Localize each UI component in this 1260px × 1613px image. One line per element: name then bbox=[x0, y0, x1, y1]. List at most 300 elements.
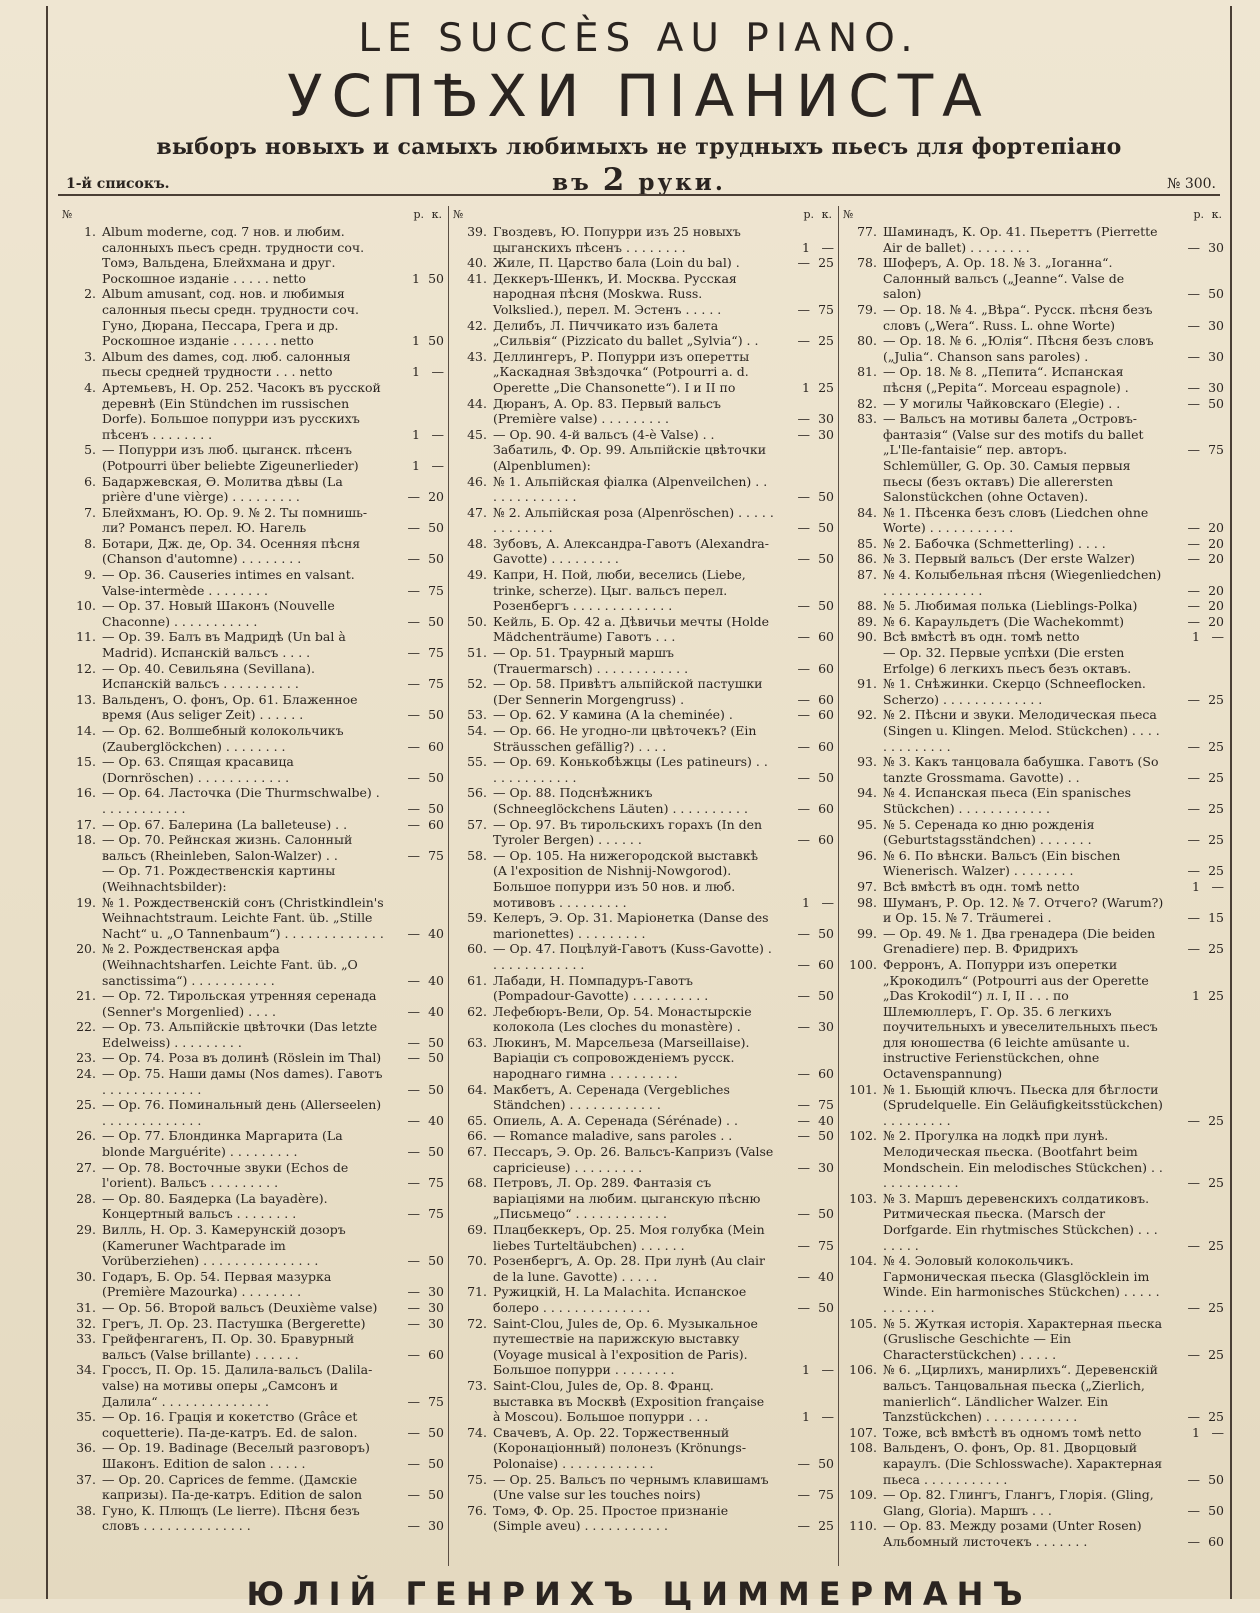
entry-title: — Ор. 69. Конькобѣжцы (Les patineurs) . . . . . . . . . . . . . bbox=[493, 754, 768, 785]
entry-title: — Ор. 80. Баядерка (La bayadère). Концертный вальсъ . . . . . . . . bbox=[102, 1190, 328, 1222]
entry-title: Saint-Clou, Jules de, Ор. 6. Музыкальное путешествіе на парижскую выставку (Voyage musical à l'exposition de Paris). Большое попурри . . . . . . . . bbox=[493, 1315, 758, 1378]
entry-title: — Ор. 74. Роза въ долинѣ (Röslein im Thal) bbox=[102, 1050, 382, 1066]
price-kopecks: 25 bbox=[1208, 1175, 1224, 1191]
price-rubles: — bbox=[797, 411, 810, 427]
entry-title: — Вальсъ на мотивы балета „Островъ-фантазія“ (Valse sur des motifs du ballet „L'Ile-fantaisie“ пер. авторъ. bbox=[883, 411, 1144, 458]
price-kopecks: 50 bbox=[428, 1081, 444, 1097]
price-kopecks: 50 bbox=[1208, 286, 1224, 302]
price-kopecks: 50 bbox=[1208, 395, 1224, 411]
entry-number: 52. bbox=[467, 676, 487, 692]
price-rubles: 1 bbox=[1192, 878, 1200, 894]
catalog-entry bbox=[58, 629, 446, 660]
price-kopecks: 30 bbox=[428, 1284, 444, 1300]
price-rubles: — bbox=[407, 1112, 420, 1128]
entry-title: Album amusant, сод. нов. и любимыя салонныя пьесы средн. трудности соч. Гуно, Дюрана, Пессара, Грега и др. Роскошное изданіе . . . . . . netto bbox=[102, 286, 360, 349]
catalog-entry bbox=[839, 926, 1226, 957]
catalog-entry bbox=[58, 1097, 446, 1128]
price-rubles: — bbox=[1187, 1471, 1200, 1487]
price-rubles: 1 bbox=[1192, 629, 1200, 645]
entry-title: Грейфенгагенъ, П. Ор. 30. Бравурный вальсъ (Valse brillante) . . . . . . bbox=[102, 1331, 355, 1362]
price-kopecks: 50 bbox=[428, 270, 444, 286]
price-kopecks: 50 bbox=[428, 1144, 444, 1160]
entry-number: 54. bbox=[467, 723, 487, 738]
price-kopecks: 50 bbox=[818, 598, 834, 614]
price-kopecks: 50 bbox=[818, 988, 834, 1004]
entry-title: Гуно, К. Плющъ (Le lierre). Пѣсня безъ словъ . . . . . . . . . . . . . . bbox=[102, 1502, 360, 1534]
catalog-entry bbox=[839, 396, 1226, 412]
price-kopecks: 25 bbox=[1208, 769, 1224, 785]
entry-title: № 3. Какъ танцовала бабушка. Гавотъ (So tanzte Grossmama. Gavotte) . . bbox=[883, 754, 1159, 785]
price-kopecks: 60 bbox=[428, 738, 444, 754]
catalog-entry bbox=[449, 676, 836, 707]
entry-title: Лефебюръ-Вели, Ор. 54. Монастырскіе колокола (Les cloches du monastère) . bbox=[493, 1003, 752, 1035]
entry-number: 98. bbox=[857, 894, 877, 910]
entry-title: Деккеръ-Шенкъ, И. Москва. Русская народная пѣсня (Moskwa. Russ. Volkslied.), перел. М. Эстенъ . . . . . bbox=[493, 270, 737, 317]
price-kopecks: 30 bbox=[1208, 239, 1224, 255]
price-rubles: — bbox=[1187, 598, 1200, 614]
entry-title: № 4. Испанская пьеса (Ein spanisches Stückchen) . . . . . . . . . . . . bbox=[883, 785, 1132, 816]
catalog-entry bbox=[449, 1128, 836, 1144]
price-kopecks: — bbox=[821, 894, 834, 910]
price-kopecks: 60 bbox=[818, 691, 834, 707]
price-rubles: — bbox=[407, 645, 420, 661]
entry-number: 29. bbox=[76, 1222, 96, 1237]
entry-title: — Ор. 49. № 1. Два гренадера (Die beiden Grenadiere) пер. В. Фридрихъ bbox=[883, 925, 1156, 957]
catalog-entry bbox=[839, 255, 1226, 302]
price-kopecks: 75 bbox=[428, 1175, 444, 1191]
price-kopecks: 25 bbox=[1208, 1409, 1224, 1425]
entry-number: 77. bbox=[857, 224, 877, 239]
catalog-entry bbox=[58, 1050, 446, 1066]
price-rubles: — bbox=[797, 1112, 810, 1128]
catalog-entry bbox=[839, 817, 1226, 848]
catalog-entry bbox=[839, 614, 1226, 630]
catalog-entry bbox=[839, 785, 1226, 816]
entry-number: 108. bbox=[849, 1440, 877, 1456]
price-kopecks: — bbox=[431, 364, 444, 380]
price-rubles: — bbox=[797, 598, 810, 614]
catalog-entry bbox=[449, 271, 836, 318]
entry-number: 106. bbox=[849, 1362, 877, 1378]
price-rubles: — bbox=[1187, 348, 1200, 364]
price-kopecks: 75 bbox=[818, 1097, 834, 1113]
catalog-entry bbox=[449, 474, 836, 505]
entry-title: № 2. Альпійская роза (Alpenröschen) . . . . . . . . . . . . . bbox=[493, 504, 774, 536]
price-kopecks: 50 bbox=[818, 520, 834, 536]
entry-number: 76. bbox=[467, 1502, 487, 1518]
entry-number: 43. bbox=[467, 348, 487, 364]
price-kopecks: 25 bbox=[1208, 1299, 1224, 1315]
entry-title: Бадаржевская, Ѳ. Молитва дѣвы (La prière d'une vièrge) . . . . . . . . . bbox=[102, 473, 343, 505]
entry-title: № 1. Пѣсенка безъ словъ (Liedchen ohne Worte) . . . . . . . . . . . bbox=[883, 504, 1149, 536]
entry-number: 69. bbox=[467, 1222, 487, 1237]
price-kopecks: 50 bbox=[428, 800, 444, 816]
price-kopecks: 50 bbox=[428, 613, 444, 629]
entry-number: 67. bbox=[467, 1144, 487, 1160]
entry-number: 104. bbox=[849, 1253, 877, 1269]
price-rubles: — bbox=[797, 1518, 810, 1534]
catalog-entry bbox=[58, 1316, 446, 1332]
column-1 bbox=[58, 206, 446, 1566]
col-no-label: № bbox=[843, 208, 854, 221]
entry-number: 83. bbox=[857, 411, 877, 427]
catalog-entry bbox=[449, 1503, 836, 1534]
catalog-entry bbox=[839, 629, 1226, 645]
entry-number: 27. bbox=[76, 1159, 96, 1175]
price-kopecks: 50 bbox=[428, 333, 444, 349]
entry-title: № 2. Прогулка на лодкѣ при лунѣ. Мелодическая пьеска. (Bootfahrt beim Mondschein. Ein melodisches Stückchen) . . . . . . . . . . . . bbox=[883, 1128, 1163, 1191]
price-rubles: — bbox=[1187, 691, 1200, 707]
entry-number: 28. bbox=[76, 1190, 96, 1206]
entry-title: Album moderne, сод. 7 нов. и любим. салонныхъ пьесъ средн. трудности соч. Томэ, Вальдена, Блейхмана и друг. Роскошное изданіе . . . . . netto bbox=[102, 224, 365, 286]
catalog-entry bbox=[449, 567, 836, 614]
price-kopecks: 75 bbox=[428, 582, 444, 598]
price-rubles: — bbox=[797, 1097, 810, 1113]
hands-pre: въ bbox=[552, 169, 603, 196]
entry-number: 63. bbox=[467, 1034, 487, 1050]
catalog-entry bbox=[449, 941, 836, 972]
price-kopecks: 30 bbox=[428, 1299, 444, 1315]
entry-number: 2. bbox=[84, 286, 96, 302]
entry-title: — Ор. 66. Не угодно-ли цвѣточекъ? (Ein Sträusschen gefällig?) . . . . bbox=[493, 723, 757, 754]
entry-title: № 1. Снѣжинки. Скерцо (Schneeflocken. Scherzo) . . . . . . . . . . . . . bbox=[883, 676, 1146, 707]
price-rubles: — bbox=[407, 1144, 420, 1160]
entry-number: 6. bbox=[84, 473, 96, 489]
price-kopecks: 20 bbox=[1208, 582, 1224, 598]
catalog-entry bbox=[449, 848, 836, 910]
column-2 bbox=[448, 206, 836, 1566]
entry-title: Деллингеръ, Р. Попурри изъ оперетты „Каскадная Звѣздочка“ (Potpourri a. d. Operette „Die Chansonette“). I и II по bbox=[493, 348, 750, 395]
entry-title: — Ор. 56. Второй вальсъ (Deuxième valse) bbox=[102, 1299, 378, 1315]
catalog-entry bbox=[839, 1487, 1226, 1518]
catalog-entry bbox=[449, 707, 836, 723]
price-kopecks: 50 bbox=[818, 1206, 834, 1222]
price-rubles: — bbox=[1187, 1237, 1200, 1253]
price-rubles: 1 bbox=[1192, 988, 1200, 1004]
entry-number: 72. bbox=[467, 1315, 487, 1331]
price-rubles: — bbox=[407, 972, 420, 988]
price-rubles: — bbox=[797, 520, 810, 536]
price-kopecks: 50 bbox=[818, 489, 834, 505]
entry-number: 17. bbox=[76, 816, 96, 832]
entry-title: — Ор. 18. № 6. „Юлія“. Пѣсня безъ словъ („Julia“. Chanson sans paroles) . bbox=[883, 333, 1154, 364]
entry-title: — Ор. 82. Глингъ, Глангъ, Глорія. (Gling, Glang, Gloria). Маршъ . . . bbox=[883, 1487, 1154, 1518]
price-rubles: 1 bbox=[412, 426, 420, 442]
catalog-entry bbox=[58, 1472, 446, 1503]
entry-number: 101. bbox=[849, 1081, 877, 1097]
catalog-entry bbox=[839, 1316, 1226, 1363]
entry-number: 88. bbox=[857, 598, 877, 614]
catalog-entry bbox=[449, 1004, 836, 1035]
price-rubles: — bbox=[1187, 1502, 1200, 1518]
price-rubles: — bbox=[797, 769, 810, 785]
entry-title: № 5. Любимая полька (Lieblings-Polka) bbox=[883, 598, 1138, 614]
price-kopecks: 50 bbox=[428, 769, 444, 785]
price-rubles: — bbox=[407, 676, 420, 692]
catalog-entry bbox=[58, 536, 446, 567]
price-rubles: — bbox=[797, 707, 810, 723]
catalog-entry bbox=[58, 474, 446, 505]
entry-number: 26. bbox=[76, 1128, 96, 1144]
entry-number: 48. bbox=[467, 535, 487, 551]
price-rubles: — bbox=[797, 1128, 810, 1144]
entry-number: 53. bbox=[467, 707, 487, 723]
catalog-entry bbox=[449, 1425, 836, 1472]
price-kopecks: — bbox=[431, 426, 444, 442]
price-rubles: 1 bbox=[412, 364, 420, 380]
price-rubles: — bbox=[1187, 286, 1200, 302]
price-kopecks: 60 bbox=[818, 800, 834, 816]
entry-number: 66. bbox=[467, 1128, 487, 1144]
price-kopecks: 30 bbox=[818, 1159, 834, 1175]
entry-title: — Ор. 62. Волшебный колокольчикъ (Zauberglöckchen) . . . . . . . . bbox=[102, 723, 344, 754]
catalog-entry bbox=[58, 1222, 446, 1269]
entry-title: — Romance maladive, sans paroles . . bbox=[493, 1128, 733, 1144]
entry-number: 89. bbox=[857, 613, 877, 629]
price-rubles: — bbox=[1187, 738, 1200, 754]
catalog-entry bbox=[449, 1378, 836, 1425]
catalog-entry bbox=[58, 286, 446, 348]
entry-number: 34. bbox=[76, 1362, 96, 1378]
catalog-entry bbox=[58, 988, 446, 1019]
price-rubles: 1 bbox=[412, 333, 420, 349]
publisher-footer: ЮЛІЙ ГЕНРИХЪ ЦИММЕРМАНЪ bbox=[246, 1575, 1032, 1613]
price-rubles: — bbox=[407, 1081, 420, 1097]
header bbox=[48, 16, 1230, 196]
entry-number: 50. bbox=[467, 613, 487, 629]
catalog-entry bbox=[58, 567, 446, 598]
entry-number: 20. bbox=[76, 941, 96, 957]
catalog-entry bbox=[449, 396, 836, 427]
entry-number: 65. bbox=[467, 1112, 487, 1128]
price-rubles: — bbox=[797, 988, 810, 1004]
catalog-entry bbox=[449, 817, 836, 848]
entry-number: 23. bbox=[76, 1050, 96, 1066]
entry-number: 46. bbox=[467, 473, 487, 489]
entry-title: № 5. Серенада ко дню рожденія (Geburtstagsständchen) . . . . . . . bbox=[883, 816, 1095, 848]
column-3 bbox=[838, 206, 1226, 1566]
price-rubles: — bbox=[1187, 863, 1200, 879]
entry-title: Saint-Clou, Jules de, Ор. 8. Франц. выставка въ Москвѣ (Exposition française à Moscou). Большое попурри . . . bbox=[493, 1377, 765, 1425]
entry-title: № 2. Пѣсни и звуки. Мелодическая пьеса (Singen u. Klingen. Melod. Stückchen) . . . . . . . . . . . . . bbox=[883, 707, 1160, 754]
price-kopecks: 60 bbox=[818, 660, 834, 676]
entry-title: Томэ, Ф. Ор. 25. Простое признаніе (Simple aveu) . . . . . . . . . . . bbox=[493, 1502, 729, 1534]
price-kopecks: 50 bbox=[818, 925, 834, 941]
price-kopecks: 20 bbox=[1208, 551, 1224, 567]
price-kopecks: 50 bbox=[1208, 1502, 1224, 1518]
entry-title: Забатиль, Ф. Ор. 99. Альпійскіе цвѣточки (Alpenblumen): bbox=[493, 442, 767, 473]
catalog-entry bbox=[58, 895, 446, 942]
price-rubles: — bbox=[407, 1284, 420, 1300]
catalog-columns bbox=[58, 206, 1224, 1566]
entry-title: — Ор. 19. Badinage (Веселый разговоръ) Шаконъ. Edition de salon . . . . . bbox=[102, 1440, 370, 1471]
price-kopecks: 30 bbox=[818, 426, 834, 442]
catalog-entry bbox=[58, 349, 446, 380]
catalog-entry bbox=[839, 1253, 1226, 1315]
price-kopecks: — bbox=[1211, 878, 1224, 894]
price-kopecks: 50 bbox=[818, 1128, 834, 1144]
entry-number: 103. bbox=[849, 1190, 877, 1206]
price-rubles: — bbox=[1187, 239, 1200, 255]
entry-number: 86. bbox=[857, 551, 877, 567]
catalog-entry bbox=[839, 364, 1226, 395]
entry-number: 21. bbox=[76, 988, 96, 1004]
price-rubles: — bbox=[797, 832, 810, 848]
price-rubles: — bbox=[1187, 535, 1200, 551]
entry-title: № 6. По вѣнски. Вальсъ (Ein bischen Wienerisch. Walzer) . . . . . . . . bbox=[883, 847, 1121, 879]
entry-number: 16. bbox=[76, 785, 96, 801]
price-kopecks: 30 bbox=[818, 411, 834, 427]
catalog-entry bbox=[58, 598, 446, 629]
entry-number: 1. bbox=[84, 224, 96, 239]
entry-title: Ружицкій, Н. La Malachita. Испанское болеро . . . . . . . . . . . . . . bbox=[493, 1284, 747, 1315]
hands-post: руки. bbox=[627, 169, 726, 196]
price-rubles: — bbox=[1187, 613, 1200, 629]
catalog-entry bbox=[58, 1300, 446, 1316]
price-rubles: — bbox=[1187, 910, 1200, 926]
price-kopecks: 50 bbox=[428, 1424, 444, 1440]
title-russian: УСПѢХИ ПІАНИСТА bbox=[287, 62, 991, 130]
entry-number: 24. bbox=[76, 1066, 96, 1082]
catalog-entry bbox=[839, 411, 1226, 458]
catalog-entry bbox=[839, 551, 1226, 567]
price-kopecks: 25 bbox=[1208, 832, 1224, 848]
entry-title: — Ор. 72. Тирольская утренняя серенада (Senner's Morgenlied) . . . . bbox=[102, 988, 377, 1019]
price-kopecks: 60 bbox=[1208, 1533, 1224, 1549]
price-kopecks: 75 bbox=[428, 847, 444, 863]
price-rubles: — bbox=[1187, 1409, 1200, 1425]
entry-title: — Ор. 97. Въ тирольскихъ горахъ (In den Tyroler Bergen) . . . . . . bbox=[493, 816, 763, 848]
issue-number: № 300. bbox=[1167, 176, 1216, 192]
price-rubles: — bbox=[407, 551, 420, 567]
entry-title: — Ор. 83. Между розами (Unter Rosen) Альбомный листочекъ . . . . . . . bbox=[883, 1518, 1142, 1549]
col-no-label: № bbox=[62, 208, 73, 221]
catalog-entry bbox=[58, 1160, 446, 1191]
entry-number: 100. bbox=[849, 956, 877, 972]
entry-number: 45. bbox=[467, 426, 487, 442]
catalog-entry bbox=[449, 1253, 836, 1284]
entry-number: 82. bbox=[857, 395, 877, 411]
entry-number: 44. bbox=[467, 395, 487, 411]
price-kopecks: 75 bbox=[428, 645, 444, 661]
price-rubles: 1 bbox=[802, 1362, 810, 1378]
entry-number: 73. bbox=[467, 1377, 487, 1393]
entry-title: Зубовъ, А. Александра-Гавотъ (Alexandra-Gavotte) . . . . . . . . . bbox=[493, 535, 769, 567]
entry-number: 33. bbox=[76, 1331, 96, 1347]
entry-title: — Ор. 20. Caprices de femme. (Дамскіе капризы). Па-де-катръ. Edition de salon bbox=[102, 1471, 363, 1503]
title-french: LE SUCCÈS AU PIANO. bbox=[358, 16, 920, 61]
price-rubles: — bbox=[797, 1487, 810, 1503]
column-header bbox=[839, 206, 1226, 224]
catalog-entry bbox=[839, 1082, 1226, 1129]
entry-number: 70. bbox=[467, 1253, 487, 1269]
price-kopecks: 40 bbox=[818, 1268, 834, 1284]
price-kopecks: 60 bbox=[818, 738, 834, 754]
entry-title: — Ор. 25. Вальсъ по чернымъ клавишамъ (Une valse sur les touches noirs) bbox=[493, 1471, 769, 1503]
entry-number: 8. bbox=[84, 535, 96, 551]
price-kopecks: 60 bbox=[818, 832, 834, 848]
price-kopecks: 50 bbox=[428, 1034, 444, 1050]
entry-number: 105. bbox=[849, 1315, 877, 1331]
price-kopecks: 75 bbox=[818, 1237, 834, 1253]
entry-title: Дюранъ, А. Ор. 83. Первый вальсъ (Première valse) . . . . . . . . . bbox=[493, 395, 721, 427]
entry-title: — Ор. 18. № 8. „Пепита“. Испанская пѣсня („Pepita“. Morceau espagnole) . bbox=[883, 364, 1129, 395]
entry-title: Петровъ, Л. Ор. 289. Фантазія съ варіаціями на любим. цыганскую пѣсню „Письмецо“ . . . . . . . . . . . . bbox=[493, 1175, 761, 1222]
price-kopecks: 30 bbox=[1208, 379, 1224, 395]
entry-number: 37. bbox=[76, 1471, 96, 1487]
catalog-entry bbox=[839, 1004, 1226, 1082]
entry-title: — Ор. 105. На нижегородской выставкѣ (A l'exposition de Nishnij-Nowgorod). Большое попурри изъ 50 нов. и люб. мотивовъ . . . . . . . . . bbox=[493, 847, 759, 910]
entry-number: 40. bbox=[467, 255, 487, 271]
price-rubles: — bbox=[797, 255, 810, 271]
price-rubles: — bbox=[1187, 551, 1200, 567]
entry-number: 22. bbox=[76, 1019, 96, 1035]
price-rubles: — bbox=[407, 1315, 420, 1331]
catalog-entry bbox=[449, 442, 836, 473]
catalog-entry bbox=[839, 879, 1226, 895]
price-kopecks: — bbox=[1211, 629, 1224, 645]
catalog-entry bbox=[58, 1019, 446, 1050]
price-kopecks: 40 bbox=[428, 1112, 444, 1128]
entry-title: Люкинъ, М. Марсельеза (Marseillaise). Варіаціи съ сопровожденіемъ русск. народнаго гимна . . . . . . . . . bbox=[493, 1034, 750, 1082]
catalog-entry bbox=[449, 1175, 836, 1222]
entry-title: Schlemüller, G. Ор. 30. Самыя первыя пьесы (безъ октавъ) Die allerersten Salonstückchen (ohne Octaven). bbox=[883, 457, 1131, 505]
entry-number: 61. bbox=[467, 972, 487, 988]
price-rubles: 1 bbox=[412, 457, 420, 473]
price-kopecks: 75 bbox=[818, 301, 834, 317]
price-kopecks: — bbox=[821, 1362, 834, 1378]
entry-number: 5. bbox=[84, 442, 96, 458]
entry-title: Розенбергъ, А. Ор. 28. При лунѣ (Au clair de la lune. Gavotte) . . . . . bbox=[493, 1253, 766, 1284]
price-rubles: — bbox=[1187, 442, 1200, 458]
catalog-entry bbox=[449, 1082, 836, 1113]
price-rubles: — bbox=[797, 1159, 810, 1175]
price-rubles: — bbox=[797, 1019, 810, 1035]
catalog-entry bbox=[58, 1191, 446, 1222]
catalog-entry bbox=[449, 1144, 836, 1175]
entry-number: 94. bbox=[857, 785, 877, 801]
price-kopecks: 20 bbox=[1208, 613, 1224, 629]
entry-title: Капри, Н. Пой, люби, веселись (Liebe, trinke, scherze). Цыг. вальсъ перел. Розенбергъ . . . . . . . . . . . . . bbox=[493, 567, 746, 614]
col-k-label: к. bbox=[821, 208, 832, 221]
price-kopecks: 50 bbox=[428, 1487, 444, 1503]
price-rubles: — bbox=[1187, 1299, 1200, 1315]
catalog-entry bbox=[449, 645, 836, 676]
catalog-entry bbox=[58, 380, 446, 442]
price-kopecks: 50 bbox=[428, 551, 444, 567]
price-kopecks: 50 bbox=[428, 1253, 444, 1269]
catalog-entry bbox=[449, 723, 836, 754]
entry-title: — У могилы Чайковскаго (Elegie) . . bbox=[883, 395, 1121, 411]
price-rubles: — bbox=[407, 1424, 420, 1440]
catalog-sheet bbox=[46, 6, 1232, 1613]
entry-title: — Ор. 16. Грація и кокетство (Grâce et coquetterie). Па-де-катръ. Ed. de salon. bbox=[102, 1409, 358, 1440]
catalog-entry bbox=[449, 1035, 836, 1082]
entry-number: 31. bbox=[76, 1299, 96, 1315]
price-kopecks: 30 bbox=[1208, 348, 1224, 364]
price-kopecks: 40 bbox=[818, 1112, 834, 1128]
entry-number: 4. bbox=[84, 379, 96, 395]
entry-title: Шоферъ, А. Ор. 18. № 3. „Іоганна“. Салонный вальсъ („Jeanne“. Valse de salon) bbox=[883, 255, 1125, 302]
entry-number: 84. bbox=[857, 504, 877, 520]
price-kopecks: 50 bbox=[818, 769, 834, 785]
price-kopecks: 40 bbox=[428, 972, 444, 988]
catalog-entry bbox=[58, 1503, 446, 1534]
price-kopecks: 60 bbox=[818, 629, 834, 645]
catalog-entry bbox=[58, 1362, 446, 1409]
price-rubles: — bbox=[407, 1034, 420, 1050]
price-rubles: 1 bbox=[802, 1409, 810, 1425]
